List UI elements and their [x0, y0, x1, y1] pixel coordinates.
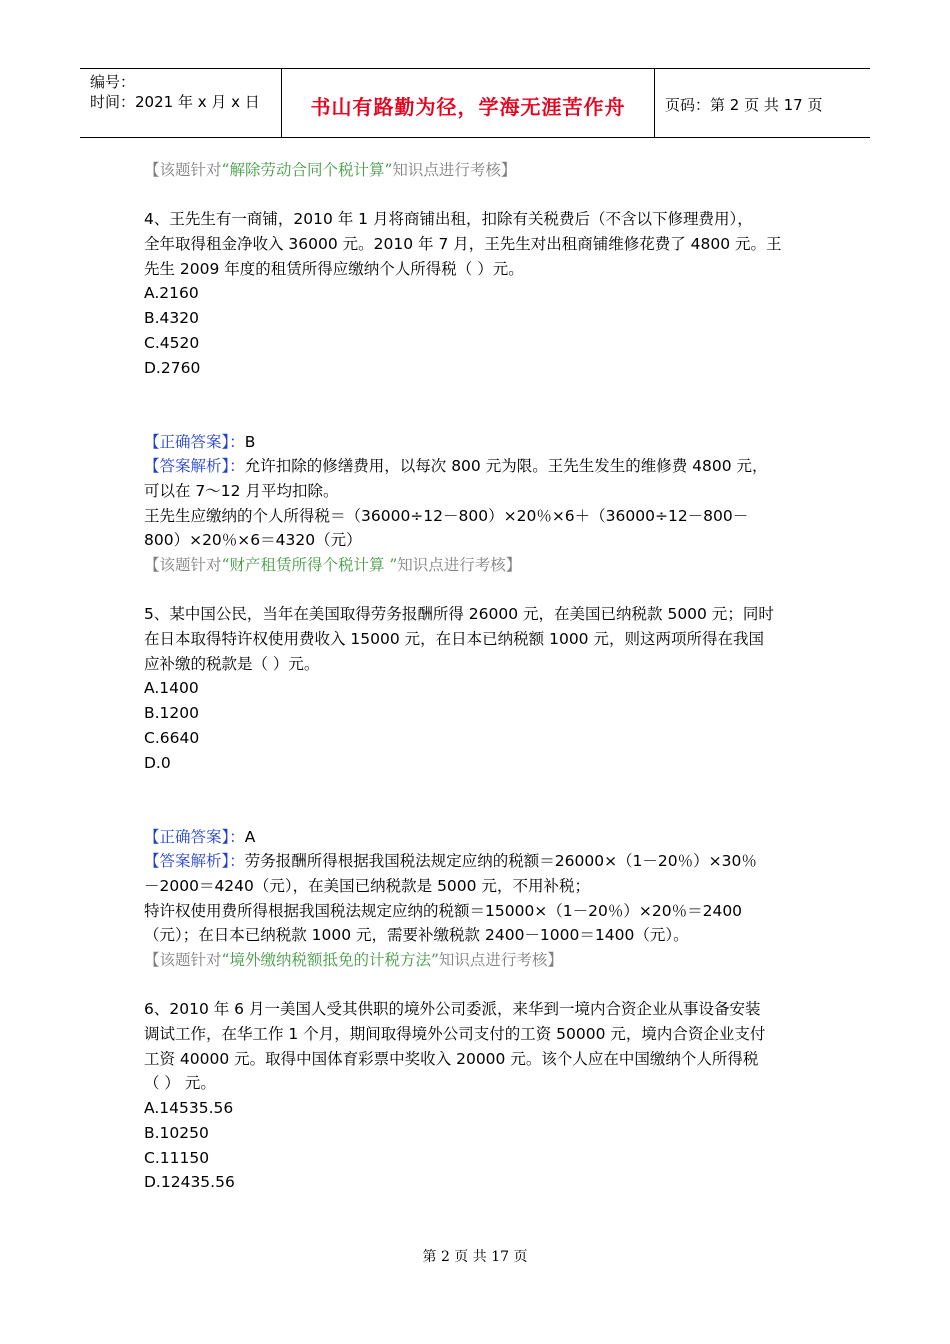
page-header	[80, 68, 870, 138]
answer-value: B	[244, 432, 256, 451]
page-footer: 第 2 页 共 17 页	[422, 1249, 528, 1265]
motto: 书山有路勤为径，学海无涯苦作舟	[310, 95, 626, 119]
question-text-line: 应补缴的税款是（ ）元。	[144, 654, 320, 673]
analysis-line: 可以在 7～12 月平均扣除。	[144, 481, 339, 500]
question-6	[144, 997, 814, 1195]
question-text-line: 4、王先生有一商铺，2010 年 1 月将商铺出租，扣除有关税费后（不含以下修理费用），	[144, 210, 753, 229]
analysis-text: 劳务报酬所得根据我国税法规定应纳的税额＝26000×（1－20％）×30％	[244, 852, 757, 871]
analysis-label: 【答案解析】：	[144, 852, 245, 871]
option-d: D.2760	[144, 358, 201, 377]
question-text-line: 全年取得租金净收入 36000 元。2010 年 7 月，王先生对出租商铺维修花费了 4800 元。王	[144, 235, 782, 254]
number-label: 编号：	[90, 73, 136, 91]
analysis-label: 【答案解析】：	[144, 457, 245, 476]
option-a: A.1400	[144, 679, 199, 698]
answer-label: 【正确答案】：	[144, 827, 245, 846]
option-a: A.14535.56	[144, 1099, 234, 1118]
option-b: B.1200	[144, 704, 200, 723]
correct-answer	[144, 430, 814, 455]
knowledge-point-note	[144, 158, 814, 183]
kp-suffix: 知识点进行考核】	[397, 556, 522, 574]
analysis-line: 特许权使用费所得根据我国税法规定应纳的税额＝15000×（1－20％）×20％＝2400	[144, 901, 743, 920]
answer-analysis	[144, 454, 814, 479]
kp-prefix: 【该题针对	[144, 556, 222, 574]
option-d: D.0	[144, 753, 171, 772]
option-b: B.10250	[144, 1123, 209, 1142]
header-page-cell	[655, 69, 870, 137]
question-text-line: 先生 2009 年度的租赁所得应缴纳个人所得税（ ）元。	[144, 259, 524, 278]
header-motto-cell	[281, 69, 655, 137]
kp-name: “境外缴纳税额抵免的计税方法”	[221, 951, 439, 969]
document-body	[144, 158, 814, 1195]
page-info: 页码：第 2 页 共 17 页	[665, 96, 823, 114]
analysis-text: 允许扣除的修缮费用，以每次 800 元为限。王先生发生的维修费 4800 元，	[244, 457, 768, 476]
question-text-line: 工资 40000 元。取得中国体育彩票中奖收入 20000 元。该个人应在中国缴纳个人所得税	[144, 1049, 759, 1068]
knowledge-point-note	[144, 553, 814, 578]
analysis-line: （元）；在日本已纳税款 1000 元，需要补缴税款 2400－1000＝1400（元）。	[144, 926, 689, 945]
kp-suffix: 知识点进行考核】	[392, 161, 517, 179]
header-meta	[80, 69, 280, 137]
analysis-line: －2000＝4240（元），在美国已纳税款是 5000 元，不用补税；	[144, 876, 590, 895]
option-a: A.2160	[144, 284, 199, 303]
question-text-line: 调试工作，在华工作 1 个月，期间取得境外公司支付的工资 50000 元，境内合资企业支付	[144, 1025, 766, 1044]
correct-answer	[144, 825, 814, 850]
option-c: C.6640	[144, 728, 200, 747]
answer-value: A	[244, 827, 256, 846]
question-5	[144, 602, 814, 972]
kp-prefix: 【该题针对	[144, 161, 222, 179]
question-text-line: 6、2010 年 6 月一美国人受其供职的境外公司委派，来华到一境内合资企业从事设备安装	[144, 1000, 761, 1019]
kp-name: “解除劳动合同个税计算”	[221, 161, 393, 179]
answer-analysis	[144, 849, 814, 874]
option-b: B.4320	[144, 309, 200, 328]
option-d: D.12435.56	[144, 1173, 235, 1192]
answer-label: 【正确答案】：	[144, 432, 245, 451]
analysis-line: 王先生应缴纳的个人所得税＝（36000÷12－800）×20％×6＋（36000÷12－800－	[144, 506, 749, 525]
knowledge-point-note	[144, 948, 814, 973]
analysis-line: 800）×20％×6＝4320（元）	[144, 531, 362, 550]
option-c: C.11150	[144, 1148, 210, 1167]
kp-suffix: 知识点进行考核】	[438, 951, 563, 969]
question-text-line: 5、某中国公民，当年在美国取得劳务报酬所得 26000 元，在美国已纳税款 5000 元；同时	[144, 605, 774, 624]
time-label: 时间：2021 年 x 月 x 日	[90, 93, 260, 111]
kp-prefix: 【该题针对	[144, 951, 222, 969]
question-text-line: 在日本取得特许权使用费收入 15000 元，在日本已纳税额 1000 元，则这两项所得在我国	[144, 630, 764, 649]
option-c: C.4520	[144, 333, 200, 352]
question-text-line: （ ） 元。	[144, 1074, 216, 1093]
kp-name: “财产租赁所得个税计算 ”	[221, 556, 398, 574]
question-4	[144, 207, 814, 577]
